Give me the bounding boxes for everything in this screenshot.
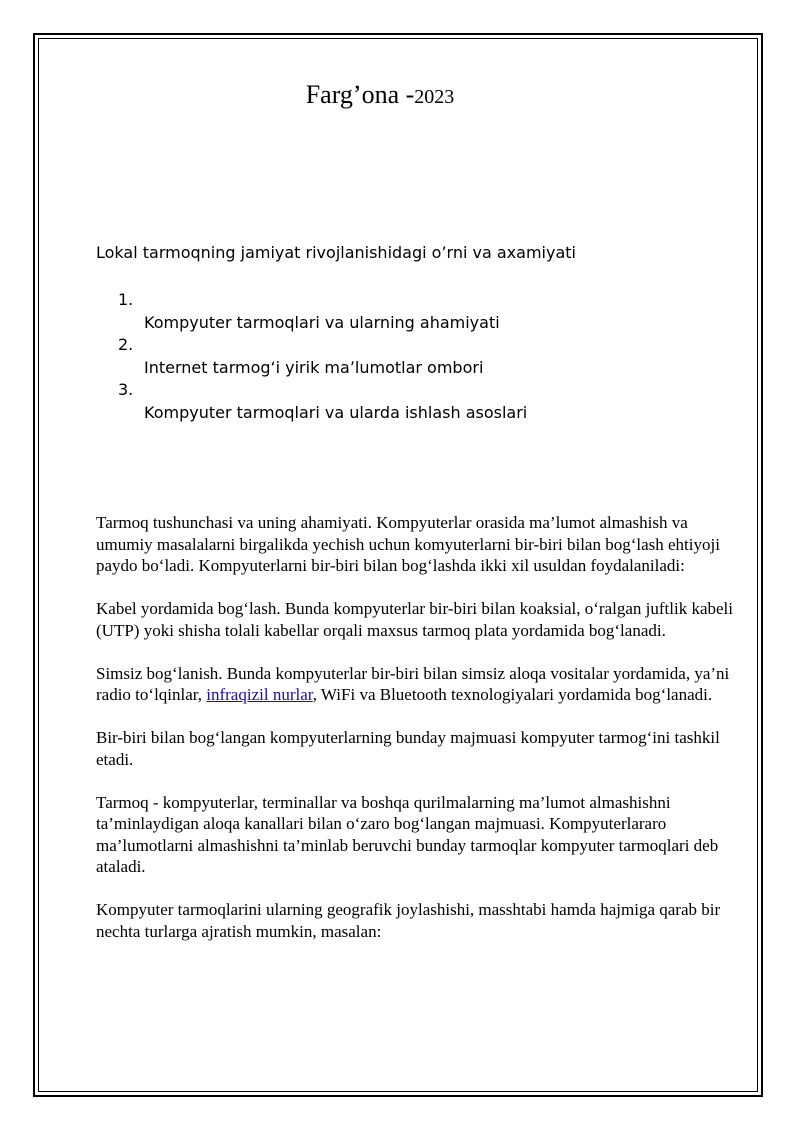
paragraph-network-concept: Tarmoq tushunchasi va uning ahamiyati. Kompyuterlar orasida ma’lumot almashish va umumiy masalalarni birgalikda yechish uchun komyuterlarni bir-biri bilan bog‘lash ehtiyoji paydo bo‘ladi. Kompyuterlarni bir-biri bilan bog‘lashda ikki xil usuldan foydalaniladi: (96, 513, 720, 575)
document-body (96, 512, 746, 964)
infrared-link[interactable]: infraqizil nurlar (206, 685, 313, 704)
title-city: Farg’ona - (305, 80, 415, 109)
paragraph-network-explained: Tarmoq - kompyuterlar, terminallar va boshqa qurilmalarning ma’lumot almashishni ta’minlaydigan aloqa kanallari bilan o‘zaro bog‘langan majmuasi. Kompyuterlararo ma’lumotlarni almashishni ta’minlab beruvchi bunday tarmoqlar kompyuter tarmoqlari deb ataladi. (96, 792, 719, 876)
toc-item (96, 335, 736, 380)
document-title (0, 80, 760, 110)
paragraph-text: Simsiz bog‘lanish. Bunda kompyuterlar bir-biri bilan simsiz aloqa vositalar yordamida, ya’ni radio to‘lqinlar, (96, 663, 730, 704)
title-year: 2023 (414, 86, 455, 108)
paragraph-wireless-connection (96, 663, 746, 706)
subject-heading: Lokal tarmoqning jamiyat rivojlanishidagi o’rni va axamiyati (96, 243, 576, 262)
toc-text: Internet tarmog‘i yirik ma’lumotlar ombori (144, 358, 484, 377)
toc-number: 3. (118, 380, 134, 399)
table-of-contents (96, 290, 736, 425)
toc-item (96, 380, 736, 425)
toc-number: 1. (118, 290, 134, 309)
toc-text: Kompyuter tarmoqlari va ularda ishlash asoslari (144, 403, 528, 422)
paragraph-network-types: Kompyuter tarmoqlarini ularning geografik joylashishi, masshtabi hamda hajmiga qarab bir nechta turlarga ajratish mumkin, masalan: (96, 900, 721, 941)
toc-item (96, 290, 736, 335)
paragraph-cable-connection: Kabel yordamida bog‘lash. Bunda kompyuterlar bir-biri bilan koaksial, o‘ralgan juftlik kabeli (UTP) yoki shisha tolali kabellar orqali maxsus tarmoq plata yordamida bog‘lanadi. (96, 599, 733, 640)
toc-number: 2. (118, 335, 134, 354)
toc-text: Kompyuter tarmoqlari va ularning ahamiyati (144, 313, 500, 332)
paragraph-text: , WiFi va Bluetooth texnologiyalari yordamida bog‘lanadi. (312, 685, 713, 704)
paragraph-network-definition: Bir-biri bilan bog‘langan kompyuterlarning bunday majmuasi kompyuter tarmog‘ini tashkil etadi. (96, 728, 720, 769)
